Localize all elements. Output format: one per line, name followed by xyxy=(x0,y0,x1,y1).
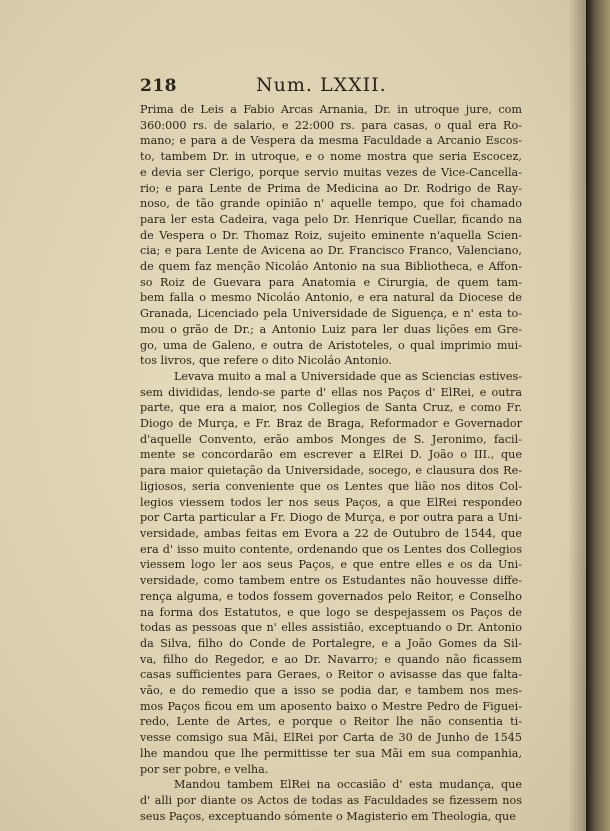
text-line: versidade, ambas feitas em Evora a 22 de Outubro de 1544, que xyxy=(140,526,522,540)
paragraph xyxy=(140,102,522,369)
running-title: Num. LXXII. xyxy=(256,74,387,96)
text-line: para ler esta Cadeira, vaga pelo Dr. Henrique Cuellar, ficando na xyxy=(140,212,522,226)
text-line: redo, Lente de Artes, e porque o Reitor lhe não consentia ti- xyxy=(140,715,522,729)
text-line: para maior quietação da Universidade, socego, e clausura dos Re- xyxy=(140,464,522,478)
text-line: casas sufficientes para Geraes, o Reitor o avisasse das que falta- xyxy=(140,668,522,682)
body-text xyxy=(140,102,522,824)
page-spine-shadow xyxy=(568,0,586,831)
page-number: 218 xyxy=(140,76,177,96)
text-line: Levava muito a mal a Universidade que as Sciencias estives- xyxy=(174,369,522,383)
text-line: cia; e para Lente de Avicena ao Dr. Francisco Franco, Valenciano, xyxy=(140,244,522,258)
text-line: Prima de Leis a Fabio Arcas Arnania, Dr. in utroque jure, com xyxy=(140,103,522,116)
text-line: Mandou tambem ElRei na occasião d' esta mudança, que xyxy=(174,778,522,792)
text-line: mano; e para a de Vespera da mesma Faculdade a Arcanio Escos- xyxy=(140,134,522,148)
text-line: parte, que era a maior, nos Collegios de Santa Cruz, e como Fr. xyxy=(140,401,522,415)
text-line: todas as pessoas que n' elles assistião, exceptuando o Dr. Antonio xyxy=(140,621,522,635)
text-line: bem falla o mesmo Nicoláo Antonio, e era natural da Diocese de xyxy=(140,291,522,305)
adjacent-page-edge xyxy=(586,0,610,831)
text-line: d' alli por diante os Actos de todas as Faculdades se fizessem nos xyxy=(140,793,522,807)
text-line: era d' isso muito contente, ordenando que os Lentes dos Collegios xyxy=(140,542,522,556)
text-line: da Silva, filho do Conde de Portalegre, e a João Gomes da Sil- xyxy=(140,636,522,650)
text-line: seus Paços, exceptuando sómente o Magisterio em Theologia, que xyxy=(140,809,516,823)
text-line: na forma dos Estatutos, e que logo se despejassem os Paços de xyxy=(140,605,522,619)
text-line: noso, de tão grande opinião n' aquelle tempo, que foi chamado xyxy=(140,197,522,211)
text-line: lhe mandou que lhe permittisse ter sua Mãi em sua companhia, xyxy=(140,746,522,760)
text-line: ligiosos, seria conveniente que os Lentes que lião nos ditos Col- xyxy=(140,479,522,493)
text-line: rença alguma, e todos fossem governados pelo Reitor, e Conselho xyxy=(140,589,522,603)
text-line: e devia ser Clerigo, porque servio muitas vezes de Vice-Cancella- xyxy=(140,165,522,179)
text-line: d'aquelle Convento, erão ambos Monges de S. Jeronimo, facil- xyxy=(140,432,522,446)
text-line: tos livros, que refere o dito Nicoláo Antonio. xyxy=(140,354,392,368)
paragraph xyxy=(140,369,522,777)
text-line: 360:000 rs. de salario, e 22:000 rs. para casas, o qual era Ro- xyxy=(140,118,522,132)
text-line: viessem logo ler aos seus Paços, e que entre elles e os da Uni- xyxy=(140,558,522,572)
text-line: Diogo de Murça, e Fr. Braz de Braga, Reformador e Governador xyxy=(140,417,522,431)
text-line: mos Paços ficou em um aposento baixo o Mestre Pedro de Figuei- xyxy=(140,699,522,713)
text-line: legios viessem todos ler nos seus Paços, a que ElRei respondeo xyxy=(140,495,522,509)
text-line: sem divididas, lendo-se parte d' ellas nos Paços d' ElRei, e outra xyxy=(140,385,522,399)
text-line: por Carta particular a Fr. Diogo de Murça, e por outra para a Uni- xyxy=(140,511,522,525)
text-line: vesse comsigo sua Mãi, ElRei por Carta de 30 de Junho de 1545 xyxy=(140,731,522,745)
paragraph xyxy=(140,777,522,824)
page-header xyxy=(140,74,470,98)
text-line: de quem faz menção Nicoláo Antonio na sua Bibliotheca, e Affon- xyxy=(140,260,522,274)
text-line: Granada, Licenciado pela Universidade de Siguença, e n' esta to- xyxy=(140,307,522,321)
text-line: va, filho do Regedor, e ao Dr. Navarro; e quando não ficassem xyxy=(140,652,522,666)
text-line: go, uma de Galeno, e outra de Aristoteles, o qual imprimio mui- xyxy=(140,338,522,352)
text-line: rio; e para Lente de Prima de Medicina ao Dr. Rodrigo de Ray- xyxy=(140,181,522,195)
text-line: por ser pobre, e velha. xyxy=(140,762,269,776)
text-line: versidade, como tambem entre os Estudantes não houvesse diffe- xyxy=(140,574,522,588)
text-line: to, tambem Dr. in utroque, e o nome mostra que seria Escocez, xyxy=(140,150,522,164)
text-line: vão, e do remedio que a isso se podia dar, e tambem nos mes- xyxy=(140,684,522,698)
text-line: mou o grão de Dr.; a Antonio Luiz para ler duas lições em Gre- xyxy=(140,322,522,336)
text-line: de Vespera o Dr. Thomaz Roiz, sujeito eminente n'aquella Scien- xyxy=(140,228,522,242)
text-line: mente se concordarão em escrever a ElRei D. João o III., que xyxy=(140,448,522,462)
text-line: so Roiz de Guevara para Anatomia e Cirurgia, de quem tam- xyxy=(140,275,522,289)
